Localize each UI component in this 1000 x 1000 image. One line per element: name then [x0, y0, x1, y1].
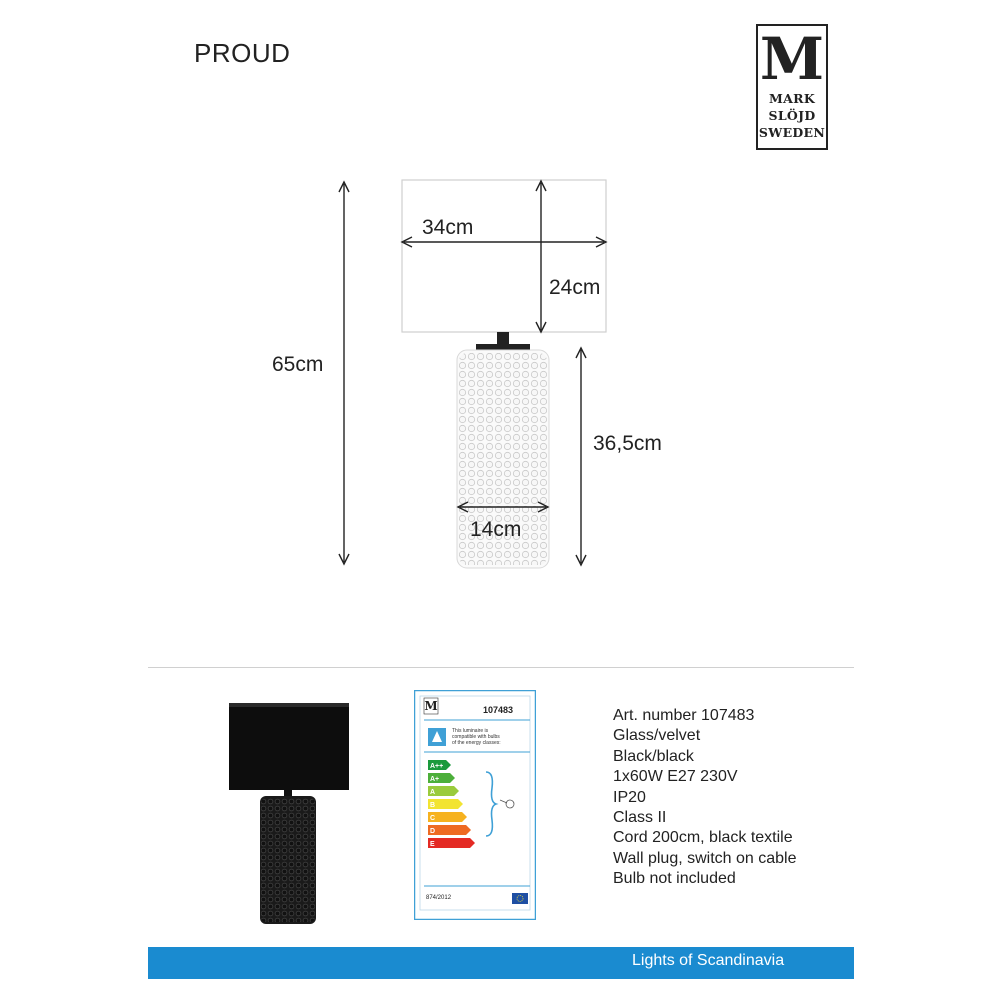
spec-item: Art. number 107483: [613, 707, 755, 724]
energy-note: This luminaire is compatible with bulbs of the energy classes:: [452, 728, 501, 746]
total-height-label: 65cm: [272, 353, 324, 376]
energy-article-number: 107483: [483, 705, 514, 715]
section-divider: [148, 667, 854, 668]
lamp-stem: [497, 332, 509, 346]
base-width-label: 14cm: [470, 518, 522, 541]
logo-word-3: SWEDEN: [758, 125, 826, 140]
spec-item: Glass/velvet: [613, 727, 701, 745]
spec-list: [613, 706, 797, 890]
spec-item: Black/black: [613, 747, 694, 765]
svg-text:M: M: [424, 699, 438, 713]
logo-word-1: MARK: [769, 91, 815, 106]
shade-width-label: 34cm: [422, 216, 474, 239]
black-lamp-photo: [220, 698, 360, 930]
spec-item: Class II: [613, 809, 667, 827]
footer-bar: [148, 947, 854, 979]
energy-regulation: 874/2012: [426, 895, 452, 901]
logo-letter: M: [759, 25, 825, 93]
spec-item: IP20: [613, 788, 646, 806]
shade-height-label: 24cm: [549, 276, 601, 299]
footer-text: Lights of Scandinavia: [632, 952, 785, 969]
product-title: PROUD: [194, 38, 291, 68]
base-height-label: 36,5cm: [593, 432, 662, 455]
spec-item: 1x60W E27 230V: [613, 768, 738, 786]
logo-word-2: SLÖJD: [768, 108, 816, 123]
lamp-shade: [402, 180, 606, 332]
spec-item: Bulb not included: [613, 870, 736, 888]
svg-text:A++A+A BCDE: A++ A+ A B C D E: [430, 763, 444, 848]
spec-item: Wall plug, switch on cable: [613, 849, 797, 867]
spec-item: Cord 200cm, black textile: [613, 829, 793, 847]
energy-label: [414, 690, 536, 920]
